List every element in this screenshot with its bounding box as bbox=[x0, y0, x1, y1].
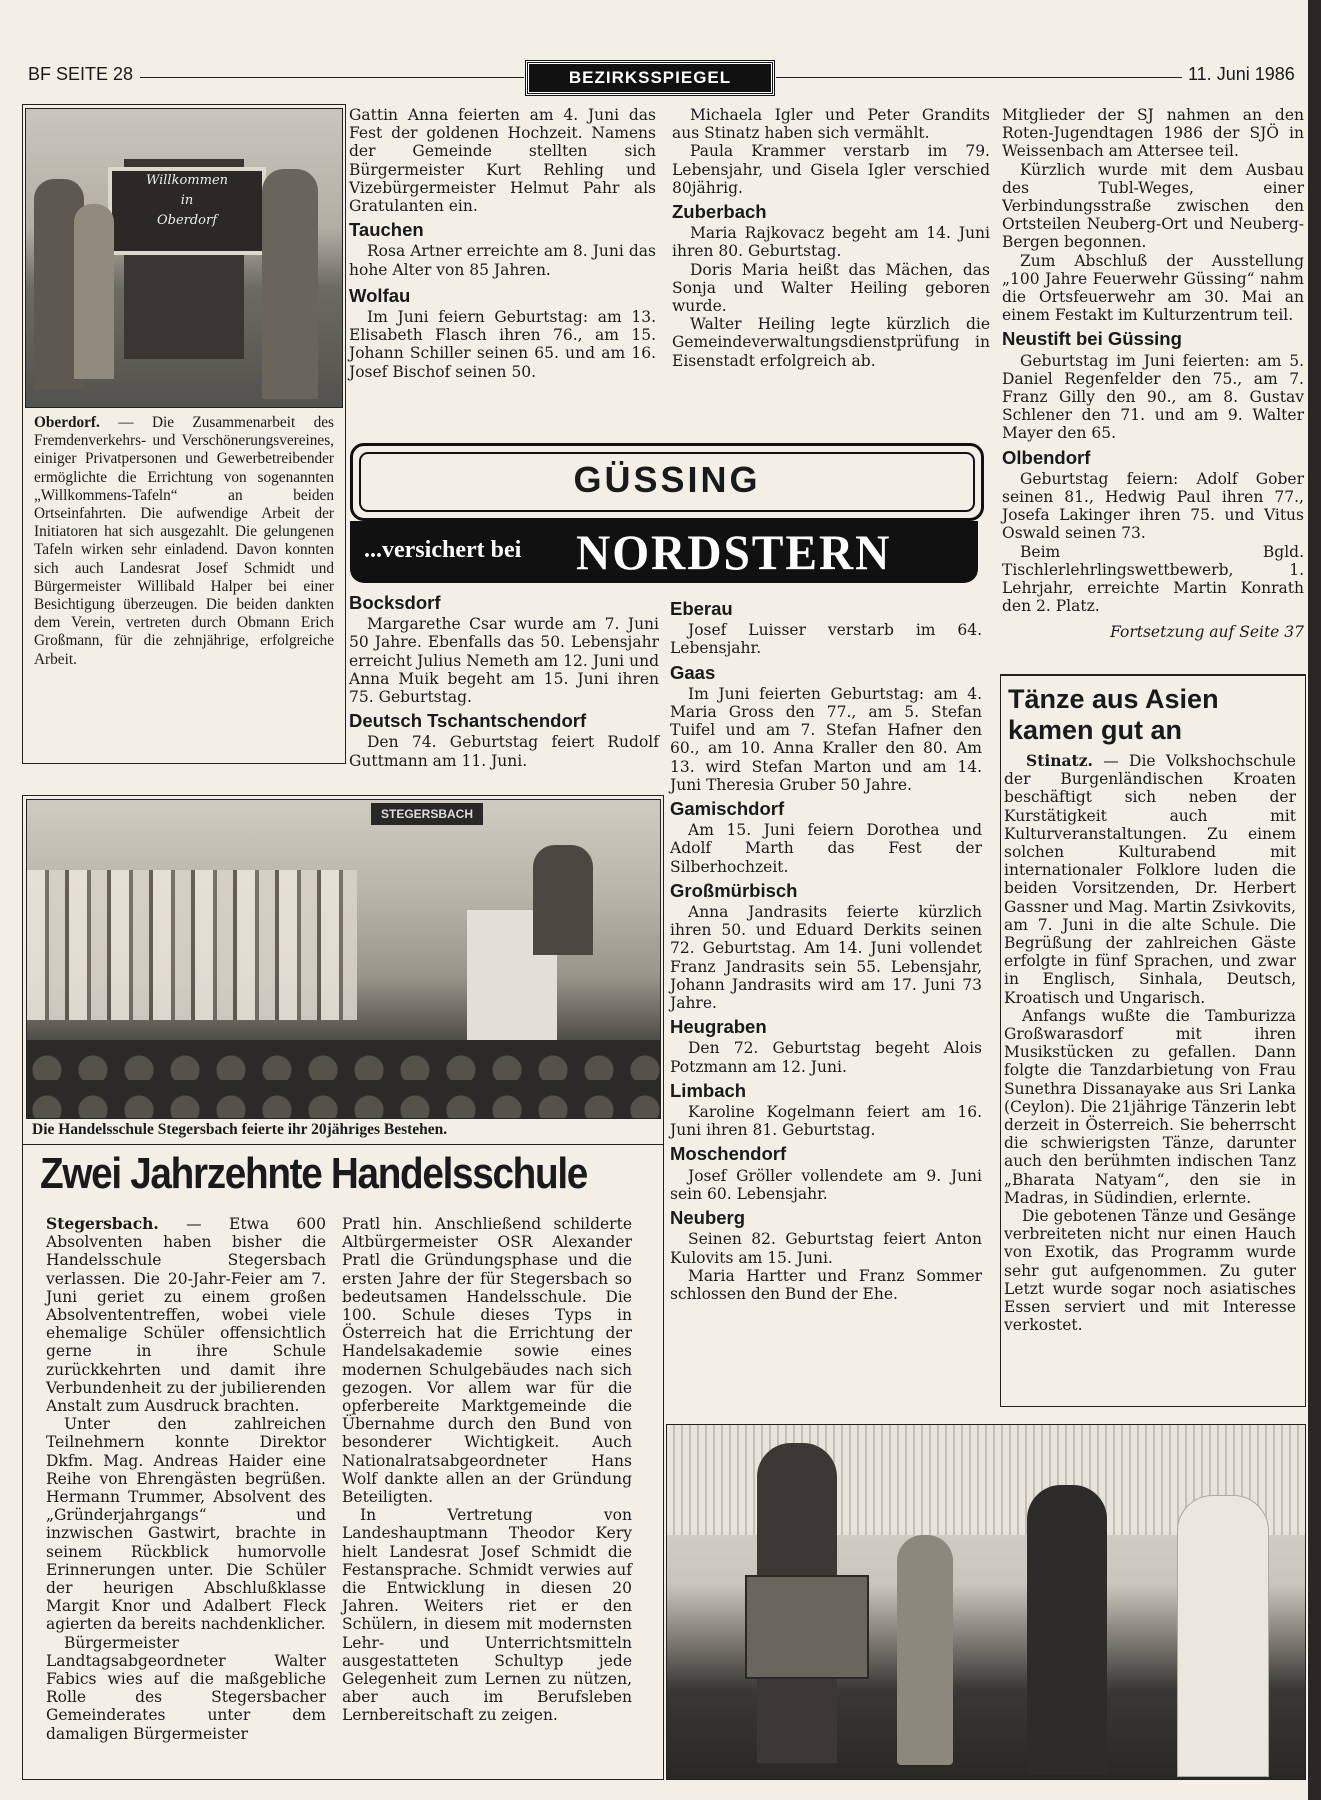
article-text: Mitglieder der SJ nahmen an den Roten-Jugendtagen 1986 der SJÖ in Weissenbach am Attersee teil. bbox=[1002, 106, 1304, 161]
section-heading: Neustift bei Güssing bbox=[1002, 328, 1182, 350]
nordstern-logo: NORDSTERN bbox=[576, 524, 892, 580]
article-text: — Die Volkshochschule der Burgenländischen Kroaten beschäftigt sich neben der Kurstätigkeit auch mit Kulturveranstaltungen. Zu einem solchen Kulturabend mit internationaler Folklore luden die beiden Vorsitzenden, Dr. Herbert Gassner und Mag. Martin Zsivkovits, am 7. Juni in die alte Schule. Die Begrüßung der zahlreichen Gäste erfolgte in fünf Sprachen, und zwar in Englisch, Sinhala, Deutsch, Kroatisch und Ungarisch. bbox=[1004, 752, 1296, 1007]
banner-subtitle: ...versichert bei bbox=[364, 537, 522, 563]
article-text: Geburtstag feiern: Adolf Gober seinen 81., Hedwig Paul ihren 77., Josefa Lakinger ihren 75. und Vitus Oswald seinen 73. bbox=[1002, 469, 1304, 543]
asien-headline: Tänze aus Asien kamen gut an bbox=[1008, 684, 1219, 745]
section-heading: Moschendorf bbox=[670, 1143, 787, 1165]
article-text: Geburtstag im Juni feierten: am 5. Daniel Regenfelder den 75., am 7. Franz Gilly den 90., am 8. Gustav Schlener den 71. und am 9. Walter Mayer den 65. bbox=[1002, 351, 1304, 443]
section-heading: Olbendorf bbox=[1002, 446, 1091, 468]
caption-text: — Die Zusammenarbeit des Fremdenverkehrs- und Verschönerungsvereines, einiger Privatpersonen und Gewerbetreibender ermöglichte die Errichtung von sogenannten „Willkommens-Tafeln“ an beiden Ortseinfahrten. Die aufwendige Arbeit der Initiatoren hat sich ausgezahlt. Die gelungenen Tafeln wirken sehr einladend. Davon konnten sich auch Landesrat Josef Schmidt und Bürgermeister Willibald Halper bei einer Besichtigung überzeugen. Die beiden dankten dem Verein, vertreten durch Obmann Erich Großmann, für die zehnjährige, erfolgreiche Arbeit. bbox=[34, 414, 334, 668]
article-text: Im Juni feiern Geburtstag: am 13. Elisabeth Flasch ihren 76., am 15. Johann Schiller seinen 65. und am 16. Josef Bischof seinen 50. bbox=[349, 308, 656, 381]
handelsschule-photo bbox=[26, 799, 661, 1119]
gift-box bbox=[745, 1575, 869, 1679]
article-lead: Stinatz. bbox=[1026, 751, 1093, 770]
article-text: Kürzlich wurde mit dem Ausbau des Tubl-Weges, einer Verbindungsstraße zwischen den Ortsteilen Neuberg-Ort und Neuberg-Bergen begonnen. bbox=[1002, 160, 1304, 252]
article-text: In Vertretung von Landeshauptmann Theodor Kery hielt Landesrat Josef Schmidt die Festansprache. Schmidt verwies auf die Entwicklung in diesen 20 Jahren. Weiters riet er den Schülern, in diesem mit modernsten Lehr- und Unterrichtsmitteln ausgestatteten Schultyp jede Gelegenheit zum Lernen zu nützen, aber auch im Berufsleben Lernbereitschaft zu zeigen. bbox=[342, 1506, 632, 1725]
article-text: Den 72. Geburtstag begeht Alois Potzmann am 12. Juni. bbox=[670, 1039, 982, 1076]
continuation-note: Fortsetzung auf Seite 37 bbox=[1110, 623, 1304, 642]
article-text: Michaela Igler und Peter Grandits aus Stinatz haben sich vermählt. bbox=[672, 106, 990, 143]
section-heading: Zuberbach bbox=[672, 201, 767, 223]
article-text: Maria Rajkovacz begeht am 14. Juni ihren 80. Geburtstag. bbox=[672, 224, 990, 261]
oberdorf-photo bbox=[25, 108, 343, 408]
article-text: Seinen 82. Geburtstag feiert Anton Kulovits am 15. Juni. bbox=[670, 1230, 982, 1267]
person-silhouette bbox=[262, 169, 318, 399]
section-heading: Gaas bbox=[670, 661, 716, 683]
dancer-silhouette bbox=[897, 1535, 953, 1765]
article-text: — Etwa 600 Absolventen haben bisher die Handelsschule Stegersbach verlassen. Die 20-Jahr-Feier am 7. Juni geriet zu einem großen Absolvententreffen, wobei viele ehemalige Schüler offensichtlich gerne in ihre Schule zurückkehrten und damit ihre Verbundenheit zu der jubilierenden Anstalt zum Ausdruck brachten. bbox=[46, 1215, 326, 1416]
section-title: BEZIRKSSPIEGEL bbox=[526, 61, 774, 95]
column-2-top bbox=[349, 106, 656, 381]
stage-banner: STEGERSBACH bbox=[371, 803, 483, 825]
article-text: Paula Krammer verstarb im 79. Lebensjahr, und Gisela Igler verschied 80jährig. bbox=[672, 142, 990, 197]
section-heading: Limbach bbox=[670, 1079, 747, 1101]
person-silhouette bbox=[1027, 1485, 1107, 1775]
article-column-1 bbox=[46, 1215, 326, 1743]
column-3-top bbox=[672, 106, 990, 370]
article-text: Margarethe Csar wurde am 7. Juni 50 Jahre. Ebenfalls das 50. Lebensjahr erreicht Julius Nemeth am 12. Juni und Anna Muik begeht am 15. Juni ihren 75. Geburtstag. bbox=[349, 615, 659, 707]
section-heading: Heugraben bbox=[670, 1016, 767, 1038]
article-text: Walter Heiling legte kürzlich die Gemeindeverwaltungsdienstprüfung in Eisenstadt erfolgreich ab. bbox=[672, 315, 990, 370]
welcome-sign bbox=[108, 167, 266, 255]
section-heading: Tauchen bbox=[349, 219, 424, 241]
article-headline: Zwei Jahrzehnte Handelsschule bbox=[40, 1149, 588, 1198]
article-lead: Stegersbach. bbox=[46, 1214, 159, 1233]
photo-caption: Die Handelsschule Stegersbach feierte ihr 20jähriges Bestehen. bbox=[32, 1121, 448, 1138]
audience bbox=[27, 1040, 660, 1118]
sign-line: in bbox=[180, 193, 194, 208]
page-edge-shadow bbox=[1308, 0, 1321, 1800]
person-silhouette bbox=[74, 204, 114, 379]
section-heading: Eberau bbox=[670, 598, 733, 619]
caption-lead: Oberdorf. bbox=[34, 414, 100, 431]
article-text: Pratl hin. Anschließend schilderte Altbürgermeister OSR Alexander Pratl die Gründungsphase und die ersten Jahre der für Stegersbach so bedeutsamen Handelsschule. Die 100. Schule dieses Typs in Österreich hat die Errichtung der Handelsakademie sowie eines modernen Schulgebäudes nach sich gezogen. Vor allem war für die opferbereite Marktgemeinde die Übernahme durch den Bund von besonderer Wichtigkeit. Auch Nationalratsabgeordneter Hans Wolf dankte allen an der Gründung Beteiligten. bbox=[342, 1215, 632, 1507]
section-heading: Großmürbisch bbox=[670, 879, 798, 901]
section-heading: Bocksdorf bbox=[349, 592, 441, 613]
article-column-2 bbox=[342, 1215, 632, 1725]
article-text: Unter den zahlreichen Teilnehmern konnte Direktor Dkfm. Mag. Andreas Haider eine Reihe von Ehrengästen begrüßen. Hermann Trummer, Absolvent des „Gründerjahrgangs“ und inzwischen Gastwirt, brachte in seinem Rückblick humorvolle Erinnerungen unter. Die Schüler der heurigen Abschlußklasse Margit Knor und Adalbert Fleck agierten da bereits nachdenklicher. bbox=[46, 1415, 326, 1634]
article-text: Maria Hartter und Franz Sommer schlossen den Bund der Ehe. bbox=[670, 1266, 982, 1303]
section-heading: Gamischdorf bbox=[670, 798, 785, 820]
article-text: Den 74. Geburtstag feiert Rudolf Guttmann am 11. Juni. bbox=[349, 733, 659, 770]
column-3-lower bbox=[670, 600, 982, 1303]
article-text: Josef Gröller vollendete am 9. Juni sein 60. Lebensjahr. bbox=[670, 1166, 982, 1203]
banner-title: GÜSSING bbox=[573, 459, 761, 500]
sign-line: Willkommen bbox=[145, 173, 229, 188]
section-heading: Neuberg bbox=[670, 1207, 746, 1229]
students-group bbox=[27, 870, 357, 1020]
person-silhouette bbox=[1177, 1495, 1269, 1777]
article-text: Bürgermeister Landtagsabgeordneter Walter Fabics wies auf die maßgebliche Rolle des Stegersbacher Gemeinderates unter dem damaligen Bürgermeister bbox=[46, 1633, 326, 1743]
caption-rule bbox=[22, 1144, 664, 1145]
section-heading: Deutsch Tschantschendorf bbox=[349, 710, 587, 732]
column-4-top bbox=[1002, 106, 1304, 642]
article-text: Beim Bgld. Tischlerlehrlingswettbewerb, 1. Lehrjahr, erreichte Martin Konrath den 2. Platz. bbox=[1002, 542, 1304, 616]
article-text: Rosa Artner erreichte am 8. Juni das hohe Alter von 85 Jahren. bbox=[349, 242, 656, 279]
article-text: Karoline Kogelmann feiert am 16. Juni ihren 81. Geburtstag. bbox=[670, 1103, 982, 1140]
article-text: Josef Luisser verstarb im 64. Lebensjahr. bbox=[670, 621, 982, 658]
article-text: Doris Maria heißt das Mächen, das Sonja und Walter Heiling geboren wurde. bbox=[672, 260, 990, 316]
article-text: Anna Jandrasits feierte kürzlich ihren 50. und Eduard Derkits seinen 72. Geburtstag. Am 14. Juni vollendet Franz Jandrasits sein 55. Lebensjahr, Johann Jandrasits wird am 17. Juni 73 Jahre. bbox=[670, 903, 982, 1013]
header-rule-right bbox=[776, 77, 1182, 78]
guessing-banner bbox=[350, 443, 984, 521]
article-text: Am 15. Juni feiern Dorothea und Adolf Marth das Fest der Silberhochzeit. bbox=[670, 821, 982, 876]
dancer-photo bbox=[666, 1424, 1306, 1780]
sign-line: Oberdorf bbox=[156, 213, 218, 228]
page-number: BF SEITE 28 bbox=[28, 64, 134, 84]
article-text: Zum Abschluß der Ausstellung „100 Jahre Feuerwehr Güssing“ nahm die Ortsfeuerwehr am 30. Mai an einem Festakt im Kulturzentrum teil. bbox=[1002, 251, 1304, 325]
header-rule-left bbox=[140, 77, 524, 78]
article-text: Die gebotenen Tänze und Gesänge verbreiteten nicht nur einen Hauch von Exotik, das Programm wurde sehr gut aufgenommen. Zu guter Letzt wurde sogar noch asiatisches Essen serviert und mit Interesse verkostet. bbox=[1004, 1207, 1296, 1335]
section-heading: Wolfau bbox=[349, 284, 411, 306]
column-2-middle bbox=[349, 594, 659, 770]
speaker-silhouette bbox=[533, 845, 593, 955]
article-text: Anfangs wußte die Tamburizza Großwarasdorf mit ihren Musikstücken zu gefallen. Dann folgte die Tanzdarbietung von Frau Sunethra Dissanayake aus Sri Lanka (Ceylon). Die 21jährige Tänzerin lebt derzeit in Österreich. Sie beherrscht die schwierigsten Tänze, darunter auch den berühmten indischen Tanz „Bharata Natyam“, den sie in Madras, in Südindien, erlernte. bbox=[1004, 1006, 1296, 1207]
article-text: Im Juni feierten Geburtstag: am 4. Maria Gross den 77., am 5. Stefan Tuifel und am 7. Stefan Hafner den 60., am 10. Anna Kraller den 80. Am 13. wird Stefan Marton und am 14. Juni Theresia Gruber 50 Jahre. bbox=[670, 684, 982, 794]
asien-text bbox=[1004, 752, 1296, 1335]
nordstern-banner bbox=[350, 521, 978, 583]
oberdorf-caption bbox=[34, 414, 334, 669]
article-text: Gattin Anna feierten am 4. Juni das Fest der goldenen Hochzeit. Namens der Gemeinde stellten sich Bürgermeister Kurt Rehling und Vizebürgermeister Helmut Pahr als Gratulanten ein. bbox=[349, 106, 656, 216]
page-date: 11. Juni 1986 bbox=[1188, 64, 1295, 84]
